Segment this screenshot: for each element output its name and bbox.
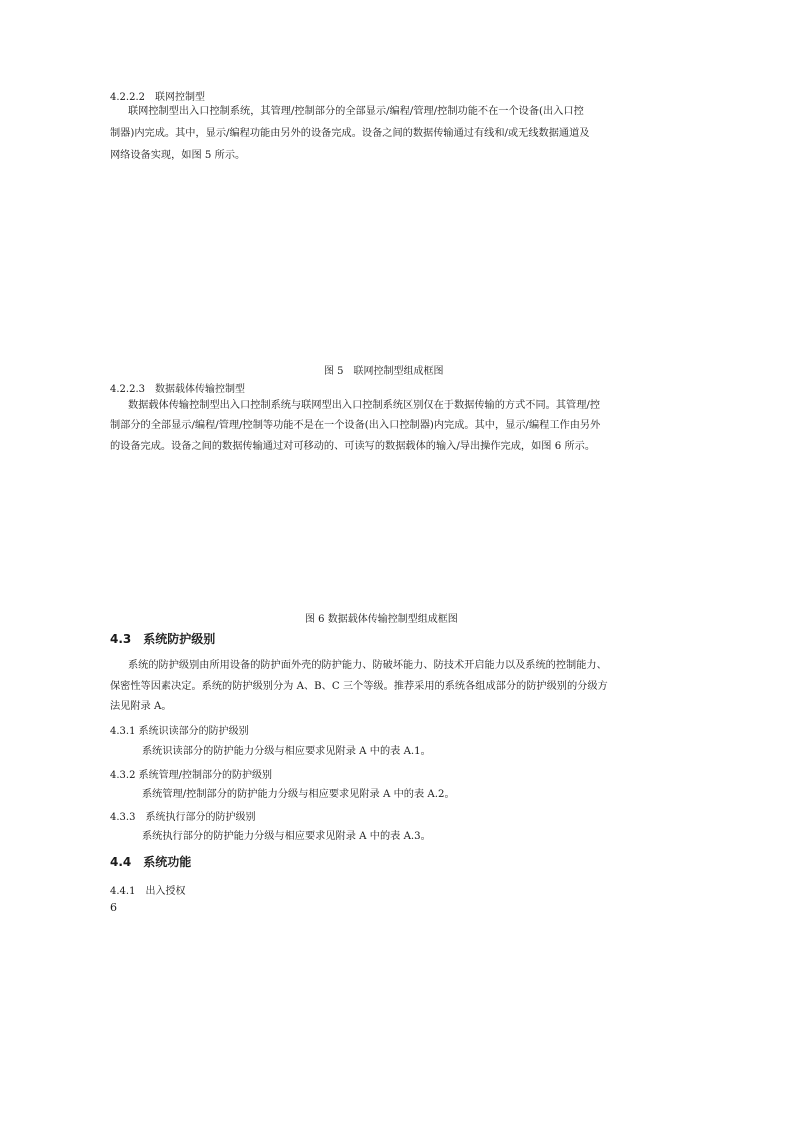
heading-4-2-2-3: 4.2.2.3 数据载体传输控制型 xyxy=(110,384,245,395)
figure-5-area xyxy=(110,172,690,352)
para-4-3-line-3: 法见附录 A。 xyxy=(110,701,172,712)
para-4-2-2-2-line-2: 制器)内完成。其中，显示/编程功能由另外的设备完成。设备之间的数据传输通过有线和/或无线数据通道及 xyxy=(110,128,590,139)
heading-4-2-2-2: 4.2.2.2 联网控制型 xyxy=(110,92,205,103)
para-4-3-1: 系统识读部分的防护能力分级与相应要求见附录 A 中的表 A.1。 xyxy=(142,746,431,757)
para-4-2-2-3-line-2: 制部分的全部显示/编程/管理/控制等功能不是在一个设备(出入口控制器)内完成。其中，显示/编程工作由另外 xyxy=(110,420,601,431)
page-number: 6 xyxy=(110,901,117,914)
heading-4-3: 4.3 系统防护级别 xyxy=(110,632,216,646)
heading-4-4: 4.4 系统功能 xyxy=(110,855,192,869)
para-4-3-3: 系统执行部分的防护能力分级与相应要求见附录 A 中的表 A.3。 xyxy=(142,831,431,842)
figure-6-area xyxy=(110,462,690,602)
para-4-2-2-3-line-1: 数据载体传输控制型出入口控制系统与联网型出入口控制系统区别仅在于数据传输的方式不同。其管理/控 xyxy=(128,400,601,411)
figure-5-caption: 图 5 联网控制型组成框图 xyxy=(324,366,444,377)
heading-4-3-2: 4.3.2 系统管理/控制部分的防护级别 xyxy=(110,770,272,781)
para-4-2-2-3-line-3: 的设备完成。设备之间的数据传输通过对可移动的、可读写的数据载体的输入/导出操作完成，如图 6 所示。 xyxy=(110,441,596,452)
para-4-3-line-1: 系统的防护级别由所用设备的防护面外壳的防护能力、防破坏能力、防技术开启能力以及系统的控制能力、 xyxy=(128,660,607,671)
heading-4-3-3: 4.3.3 系统执行部分的防护级别 xyxy=(110,812,256,823)
heading-4-3-1: 4.3.1 系统识读部分的防护级别 xyxy=(110,726,249,737)
para-4-3-line-2: 保密性等因素决定。系统的防护级别分为 A、B、C 三个等级。推荐采用的系统各组成部分的防护级别的分级方 xyxy=(110,681,608,692)
figure-6-caption: 图 6 数据载体传输控制型组成框图 xyxy=(305,614,458,625)
para-4-2-2-2-line-3: 网络设备实现，如图 5 所示。 xyxy=(110,150,246,161)
para-4-2-2-2-line-1: 联网控制型出入口控制系统，其管理/控制部分的全部显示/编程/管理/控制功能不在一个设备(出入口控 xyxy=(128,106,584,117)
heading-4-4-1: 4.4.1 出入授权 xyxy=(110,886,186,897)
para-4-3-2: 系统管理/控制部分的防护能力分级与相应要求见附录 A 中的表 A.2。 xyxy=(142,789,455,800)
